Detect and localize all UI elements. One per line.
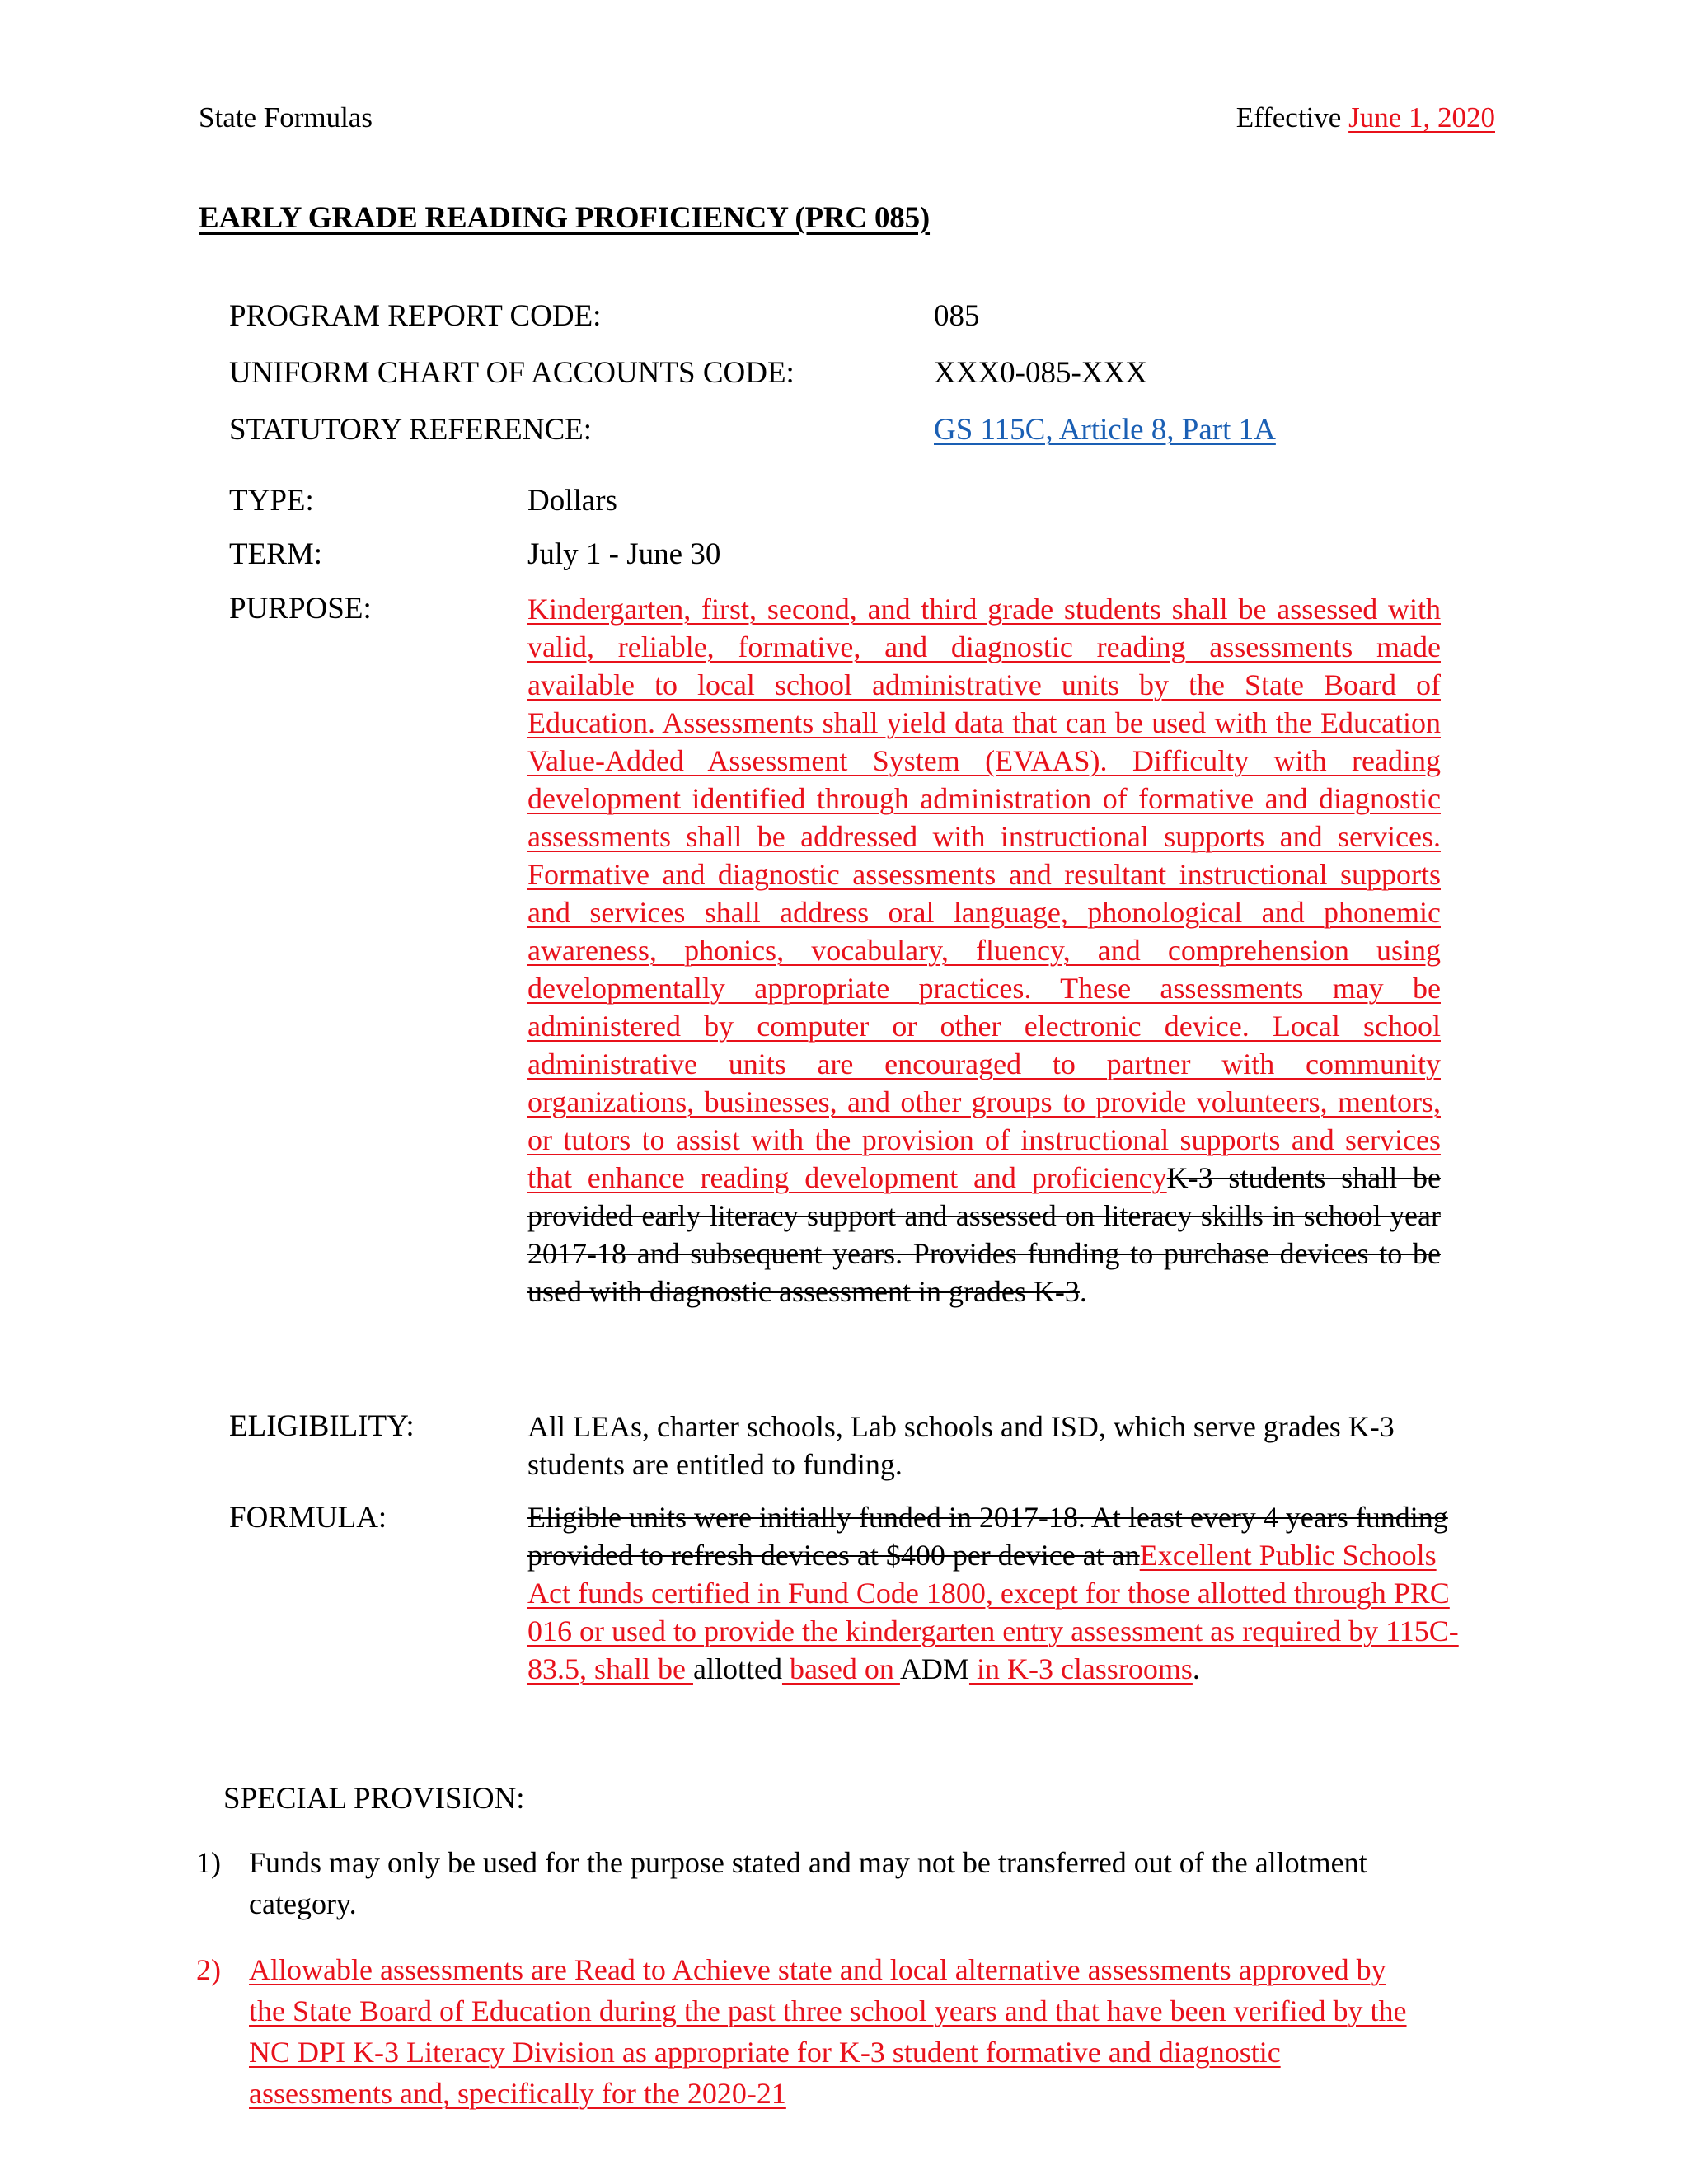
statutory-reference-link-text[interactable]: GS 115C, Article 8, Part 1A	[934, 413, 1276, 447]
program-report-code-value: 085	[934, 299, 980, 333]
special-provision-heading: SPECIAL PROVISION:	[223, 1782, 525, 1816]
purpose-text	[528, 590, 1441, 1310]
purpose-deleted-text: K-3 students shall be provided early literacy support and assessed on literacy skills in school year 2017-18 and subsequent years. Provides funding to purchase devices to be used with diagnostic assessment in grades K-3	[528, 1161, 1441, 1308]
formula-deleted-text: Eligible units were initially funded in 2017-18. At least every 4 years funding provided to refresh devices at $400 per device at an	[528, 1501, 1448, 1572]
eligibility-text: All LEAs, charter schools, Lab schools and ISD, which serve grades K-3 students are entitled to funding.	[528, 1410, 1395, 1481]
formula-inserted-text-2: based on	[781, 1652, 900, 1685]
list-item-text: Allowable assessments are Read to Achieve state and local alternative assessments approved by the State Board of Education during the past three school years and that have been verified by the NC DPI K-3 Literacy Division as appropriate for K-3 student formative and diagnostic assessments and, specifically for the 2020-21	[249, 1953, 1407, 2110]
formula-label: FORMULA:	[229, 1501, 387, 1535]
list-item-text: Funds may only be used for the purpose stated and may not be transferred out of the allotment category.	[249, 1846, 1367, 1920]
formula-plain-text-1: allotted	[692, 1652, 782, 1685]
purpose-end: .	[1079, 1275, 1087, 1308]
list-item-number: 2)	[196, 1953, 221, 1986]
formula-end: .	[1192, 1652, 1200, 1685]
list-item	[196, 1949, 1416, 2114]
formula-text	[528, 1498, 1471, 1688]
statutory-reference-label: STATUTORY REFERENCE:	[229, 413, 593, 447]
eligibility-label: ELIGIBILITY:	[229, 1409, 415, 1443]
purpose-label: PURPOSE:	[229, 592, 372, 626]
header-left: State Formulas	[199, 101, 373, 134]
list-item	[196, 1842, 1416, 1924]
statutory-reference-link[interactable]	[934, 410, 1276, 450]
uniform-chart-code-value: XXX0-085-XXX	[934, 356, 1147, 390]
type-label: TYPE:	[229, 484, 314, 518]
term-value: July 1 - June 30	[528, 537, 721, 571]
program-report-code-label: PROGRAM REPORT CODE:	[229, 299, 602, 333]
purpose-inserted-text: Kindergarten, first, second, and third grade students shall be assessed with valid, reliable, formative, and diagnostic reading assessments made available to local school administrative units by the State Board of Education. Assessments shall yield data that can be used with the Education Value-Added Assessment System (EVAAS). Difficulty with reading development identified through administration of formative and diagnostic assessments shall be addressed with instructional supports and services. Formative and diagnostic assessments and resultant instructional supports and services shall address oral language, phonological and phonemic awareness, phonics, vocabulary, fluency, and comprehension using developmentally appropriate practices. These assessments may be administered by computer or other electronic device. Local school administrative units are encouraged to partner with community organizations, businesses, and other groups to provide volunteers, mentors, or tutors to assist with the provision of instructional supports and services that enhance reading development and proficiency	[528, 593, 1441, 1194]
effective-date: June 1, 2020	[1348, 101, 1495, 134]
header-right	[1236, 99, 1495, 137]
formula-plain-text-2: ADM	[899, 1652, 969, 1685]
term-label: TERM:	[229, 537, 323, 571]
page-title: EARLY GRADE READING PROFICIENCY (PRC 085)	[199, 201, 931, 235]
list-item-number: 1)	[196, 1846, 221, 1879]
uniform-chart-code-label: UNIFORM CHART OF ACCOUNTS CODE:	[229, 356, 795, 390]
effective-label: Effective	[1236, 101, 1349, 134]
formula-inserted-text-1: Excellent Public Schools Act funds certified in Fund Code 1800, except for those allotted through PRC 016 or used to provide the kindergarten entry assessment as required by 115C-83.5, shall be	[528, 1539, 1459, 1685]
formula-inserted-text-3: in K-3 classrooms	[968, 1652, 1193, 1685]
type-value: Dollars	[528, 484, 617, 518]
